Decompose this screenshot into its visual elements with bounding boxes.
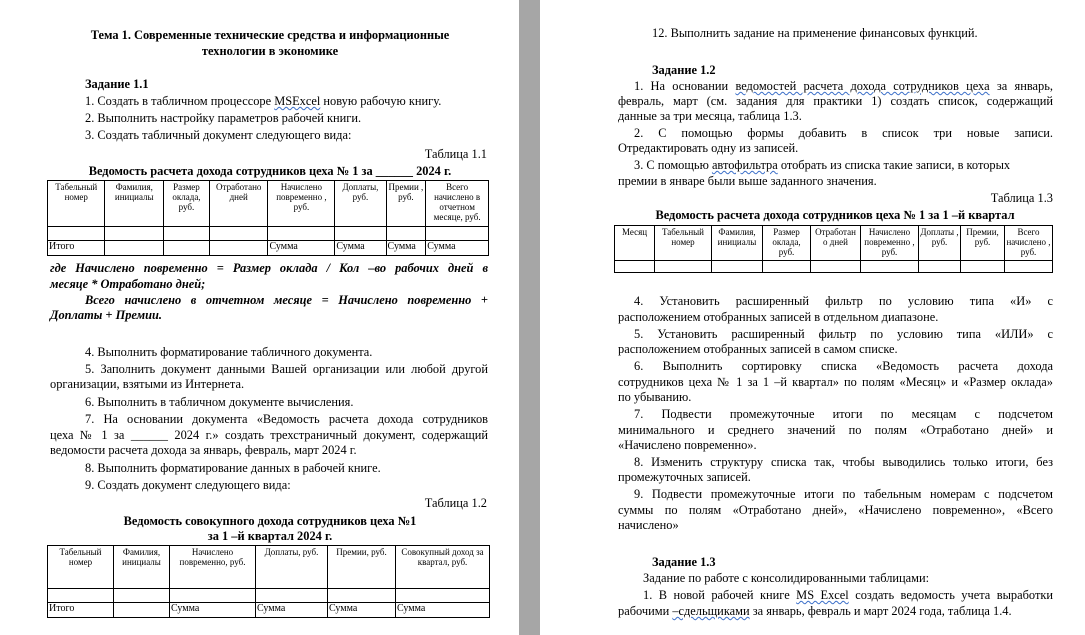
- task-1-3-step-1-line2: рабочими –сдельщиками за январь, февраль и март 2024 года, таблица 1.4.: [618, 604, 1012, 618]
- step-7-line1: 7. На основании документа «Ведомость расчета дохода сотрудников: [85, 412, 488, 426]
- step-4: 4. Выполнить форматирование табличного документа.: [85, 345, 373, 359]
- header-cell: Размер оклада, руб.: [163, 181, 209, 227]
- step-5-line1: 5. Заполнить документ данными Вашей организации или любой другой: [85, 362, 488, 376]
- task-1-2-step-7-line2: минимального и среднего значений по полям «Отработано дней» и: [618, 423, 1053, 437]
- table-1-3: [614, 225, 1053, 273]
- header-cell: Совокупный доход за квартал, руб.: [396, 546, 490, 589]
- table-header-row: [615, 226, 1053, 261]
- step-6: 6. Выполнить в табличном документе вычисления.: [85, 395, 354, 409]
- page-gap: [519, 0, 540, 635]
- step-7-line2: цеха № 1 за ______ 2024 г.» создать трехстраничный документ, содержащий: [50, 428, 488, 442]
- table-1-3-caption: Таблица 1.3: [990, 191, 1053, 205]
- step-9: 9. Создать документ следующего вида:: [85, 478, 291, 492]
- task-1-2-step-5-line1: 5. Установить расширенный фильтр по условию типа «ИЛИ» с: [634, 327, 1053, 341]
- header-cell: Табельный номер: [48, 546, 114, 589]
- task-1-2-step-7-line1: 7. Подвести промежуточные итоги по месяцам с подсчетом: [634, 407, 1053, 421]
- task-1-2-step-7-line3: «Начислено повременно».: [618, 438, 757, 452]
- header-cell: Табельный номер: [655, 226, 712, 261]
- header-cell: Фамилия, инициалы: [712, 226, 763, 261]
- task-1-2-step-9-line2: суммы по полям «Отработано дней», «Начислено повременно», «Всего: [618, 503, 1053, 517]
- task-1-2-step-8-line2: промежуточных записей.: [618, 470, 751, 484]
- header-cell: Месяц: [615, 226, 655, 261]
- total-cell: Сумма: [426, 241, 489, 256]
- step-7-line3: ведомости расчета дохода за январь, февраль, март 2024 г.: [50, 443, 357, 457]
- table-header-row: [48, 181, 489, 227]
- header-cell: Премии, руб.: [961, 226, 1005, 261]
- formula-2-line1: Всего начислено в отчетном месяце = Начислено повременно +: [85, 293, 488, 307]
- table-row: [615, 261, 1053, 273]
- header-cell: Размер оклада, руб.: [763, 226, 811, 261]
- formula-1-line1: где Начислено повременно = Размер оклада / Кол –во рабочих дней в: [50, 261, 488, 275]
- total-cell: Итого: [48, 603, 114, 618]
- spellcheck-word: MSExcel: [274, 94, 321, 108]
- header-cell: Фамилия, инициалы: [114, 546, 170, 589]
- task-1-2-step-6-line1: 6. Выполнить сортировку списка «Ведомость расчета дохода: [634, 359, 1053, 373]
- total-cell: Сумма: [256, 603, 328, 618]
- total-cell: Сумма: [328, 603, 396, 618]
- formula-1-line2: месяце * Отработано дней;: [50, 277, 206, 291]
- table-1-1-title: Ведомость расчета дохода сотрудников цеха № 1 за ______ 2024 г.: [88, 164, 452, 178]
- task-1-2-step-2-line1: 2. С помощью формы добавить в список три новые записи.: [634, 126, 1053, 140]
- document-page-right: [540, 0, 1085, 635]
- header-cell: Доплаты, руб.: [335, 181, 386, 227]
- step-3: 3. Создать табличный документ следующего вида:: [85, 128, 352, 142]
- table-1-2: [47, 545, 490, 618]
- task-1-2-step-6-line3: по убыванию.: [618, 390, 692, 404]
- total-cell: Сумма: [335, 241, 386, 256]
- task-1-2-step-1-line2: февраль, март (см. задания для практики 1) создать список, содержащий: [618, 94, 1053, 108]
- task-1-1-heading: Задание 1.1: [85, 77, 149, 91]
- task-1-2-step-4-line1: 4. Установить расширенный фильтр по условию типа «И» с: [634, 294, 1053, 308]
- task-1-2-step-4-line2: расположением отобранных записей в отдельном диапазоне.: [618, 310, 939, 324]
- table-1-1-caption: Таблица 1.1: [424, 147, 487, 161]
- total-cell: Сумма: [396, 603, 490, 618]
- table-row: [48, 589, 490, 603]
- task-1-2-step-3-line2: премии в январе были выше заданного значения.: [618, 174, 877, 188]
- header-cell: Доплаты, руб.: [256, 546, 328, 589]
- step-5-line2: организации, взятыми из Интернета.: [50, 377, 245, 391]
- task-1-2-step-9-line3: начислено»: [618, 518, 679, 532]
- table-total-row: [48, 603, 490, 618]
- table-1-1: [47, 180, 489, 256]
- task-1-2-step-1-line3: данные за три месяца, таблица 1.3.: [618, 109, 802, 123]
- spellcheck-phrase: ведомостей расчета дохода сотрудников цеха: [735, 79, 990, 93]
- task-1-2-step-6-line2: сотрудников цеха № 1 за 1 –й квартал» по полям «Месяц» и «Размер оклада»: [618, 375, 1053, 389]
- table-1-2-caption: Таблица 1.2: [424, 496, 487, 510]
- task-1-3-intro: Задание по работе с консолидированными таблицами:: [643, 571, 930, 585]
- topic-title-line1: Тема 1. Современные технические средства и информационные: [90, 28, 450, 42]
- header-cell: Премии , руб.: [386, 181, 426, 227]
- step-2: 2. Выполнить настройку параметров рабочей книги.: [85, 111, 362, 125]
- task-1-2-step-1-line1: 1. На основании ведомостей расчета дохода сотрудников цеха за январь,: [634, 79, 1053, 93]
- header-cell: Отработан о дней: [811, 226, 861, 261]
- header-cell: Всего начислено в отчетном месяце, руб.: [426, 181, 489, 227]
- task-1-2-heading: Задание 1.2: [652, 63, 716, 77]
- total-cell: Сумма: [170, 603, 256, 618]
- table-1-3-title: Ведомость расчета дохода сотрудников цеха № 1 за 1 –й квартал: [655, 208, 1015, 222]
- table-1-2-title-line2: за 1 –й квартал 2024 г.: [207, 529, 333, 543]
- step-1: 1. Создать в табличном процессоре MSExcel новую рабочую книгу.: [85, 94, 442, 108]
- header-cell: Доплаты , руб.: [919, 226, 961, 261]
- table-total-row: [48, 241, 489, 256]
- header-cell: Всего начислено , руб.: [1005, 226, 1053, 261]
- header-cell: Премии, руб.: [328, 546, 396, 589]
- total-cell: Сумма: [268, 241, 335, 256]
- table-row: [48, 227, 489, 241]
- total-cell: Сумма: [386, 241, 426, 256]
- task-1-3-step-1-line1: 1. В новой рабочей книге MS Excel создать ведомость учета выработки: [643, 588, 1054, 602]
- task-1-2-step-5-line2: расположением отобранных записей в самом списке.: [618, 342, 898, 356]
- header-cell: Начислено повременно, руб.: [170, 546, 256, 589]
- formula-2-line2: Доплаты + Премии.: [50, 308, 162, 322]
- step-8: 8. Выполнить форматирование данных в рабочей книге.: [85, 461, 381, 475]
- topic-title-line2: технологии в экономике: [201, 44, 339, 58]
- total-cell: Итого: [48, 241, 105, 256]
- header-cell: Фамилия, инициалы: [105, 181, 164, 227]
- document-page-left: [0, 0, 519, 635]
- spellcheck-word: –сдельщиками: [672, 604, 750, 618]
- task-1-2-step-9-line1: 9. Подвести промежуточные итоги по табельным номерам с подсчетом: [634, 487, 1053, 501]
- spellcheck-word: MS Excel: [796, 588, 849, 602]
- task-1-2-step-3-line1: 3. С помощью автофильтра отобрать из списка такие записи, в которых: [634, 158, 1011, 172]
- task-1-2-step-8-line1: 8. Изменить структуру списка так, чтобы выводились только итоги, без: [634, 455, 1053, 469]
- header-cell: Отработано дней: [209, 181, 268, 227]
- header-cell: Начислено повременно , руб.: [268, 181, 335, 227]
- task-1-3-heading: Задание 1.3: [652, 555, 716, 569]
- header-cell: Табельный номер: [48, 181, 105, 227]
- task-1-2-step-2-line2: Отредактировать одну из записей.: [618, 141, 799, 155]
- spellcheck-word: автофильтра: [711, 158, 778, 172]
- step-12: 12. Выполнить задание на применение финансовых функций.: [652, 26, 978, 40]
- header-cell: Начислено повременно , руб.: [861, 226, 919, 261]
- table-1-2-title-line1: Ведомость совокупного дохода сотрудников цеха №1: [123, 514, 417, 528]
- table-header-row: [48, 546, 490, 589]
